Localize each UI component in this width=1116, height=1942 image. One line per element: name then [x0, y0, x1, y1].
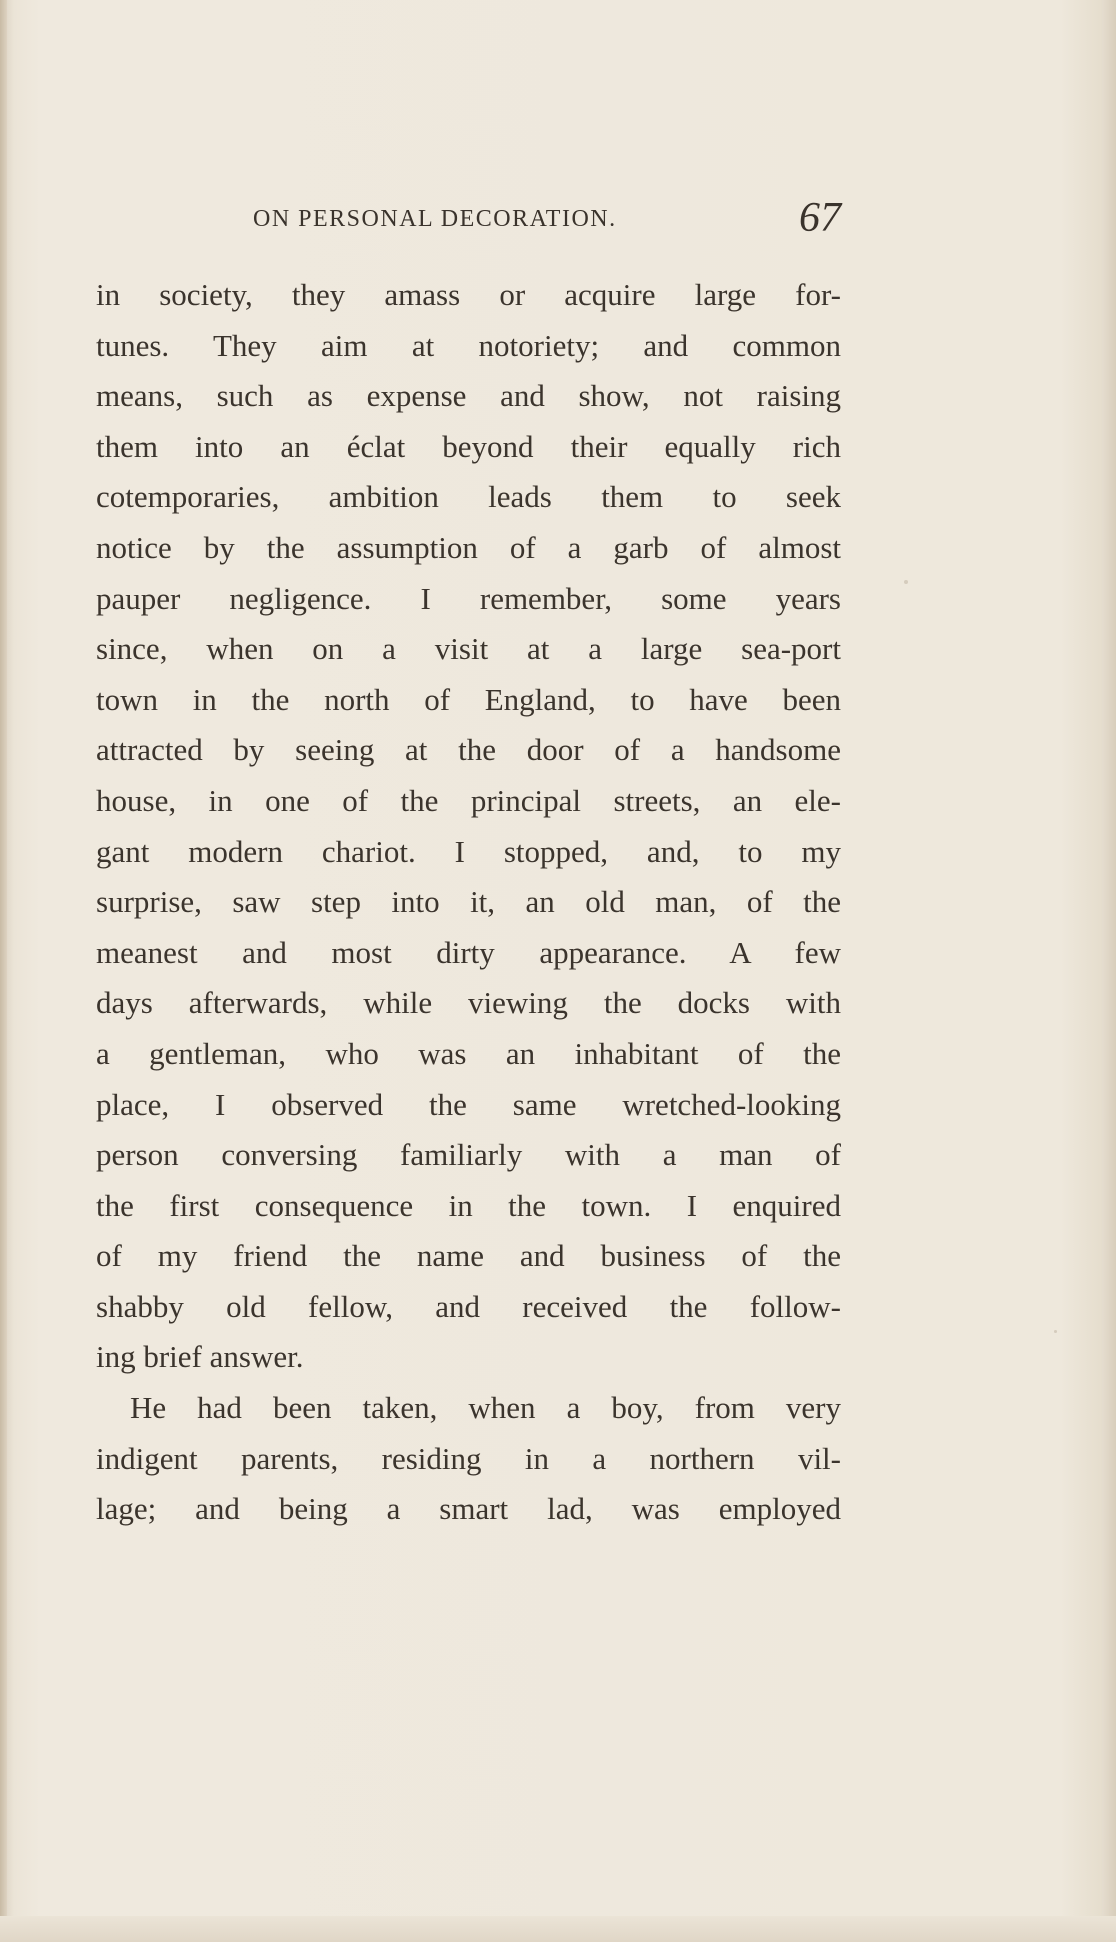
text-line: of my friend the name and business of the	[96, 1238, 841, 1274]
text-line: person conversing familiarly with a man of	[96, 1137, 841, 1173]
text-line: notice by the assumption of a garb of almost	[96, 529, 841, 565]
text-line: shabby old fellow, and received the follow-	[96, 1288, 841, 1324]
text-line: the first consequence in the town. I enquired	[96, 1187, 841, 1223]
paragraph	[96, 270, 841, 1383]
text-line: town in the north of England, to have been	[96, 681, 841, 717]
running-head	[96, 196, 841, 246]
text-line: place, I observed the same wretched-looking	[96, 1086, 841, 1122]
text-line: indigent parents, residing in a northern vil-	[96, 1440, 841, 1476]
page-bottom-edge	[0, 1916, 1116, 1942]
text-line: a gentleman, who was an inhabitant of the	[96, 1035, 841, 1071]
text-line: cotemporaries, ambition leads them to seek	[96, 479, 841, 515]
page-left-edge	[0, 0, 7, 1942]
text-line: He had been taken, when a boy, from very	[130, 1390, 841, 1426]
page-number: 67	[799, 195, 841, 241]
text-line: pauper negligence. I remember, some years	[96, 580, 841, 616]
text-line: means, such as expense and show, not raising	[96, 378, 841, 414]
text-line: attracted by seeing at the door of a handsome	[96, 732, 841, 768]
text-line: them into an éclat beyond their equally rich	[96, 428, 841, 464]
text-line: gant modern chariot. I stopped, and, to my	[96, 833, 841, 869]
text-line: meanest and most dirty appearance. A few	[96, 934, 841, 970]
text-line: surprise, saw step into it, an old man, of the	[96, 884, 841, 920]
paragraph	[96, 1383, 841, 1535]
text-line: lage; and being a smart lad, was employed	[96, 1491, 841, 1527]
text-line: house, in one of the principal streets, an ele-	[96, 782, 841, 818]
paper-speck	[904, 580, 908, 584]
running-title: ON PERSONAL DECORATION.	[253, 206, 617, 232]
text-line: days afterwards, while viewing the docks with	[96, 985, 841, 1021]
text-line: since, when on a visit at a large sea-port	[96, 631, 841, 667]
text-line: in society, they amass or acquire large for-	[96, 277, 841, 312]
text-line: ing brief answer.	[96, 1339, 304, 1375]
page-right-edge	[1102, 0, 1116, 1942]
paper-speck	[1054, 1330, 1057, 1333]
body-text	[96, 270, 841, 1535]
text-line: tunes. They aim at notoriety; and common	[96, 327, 841, 363]
